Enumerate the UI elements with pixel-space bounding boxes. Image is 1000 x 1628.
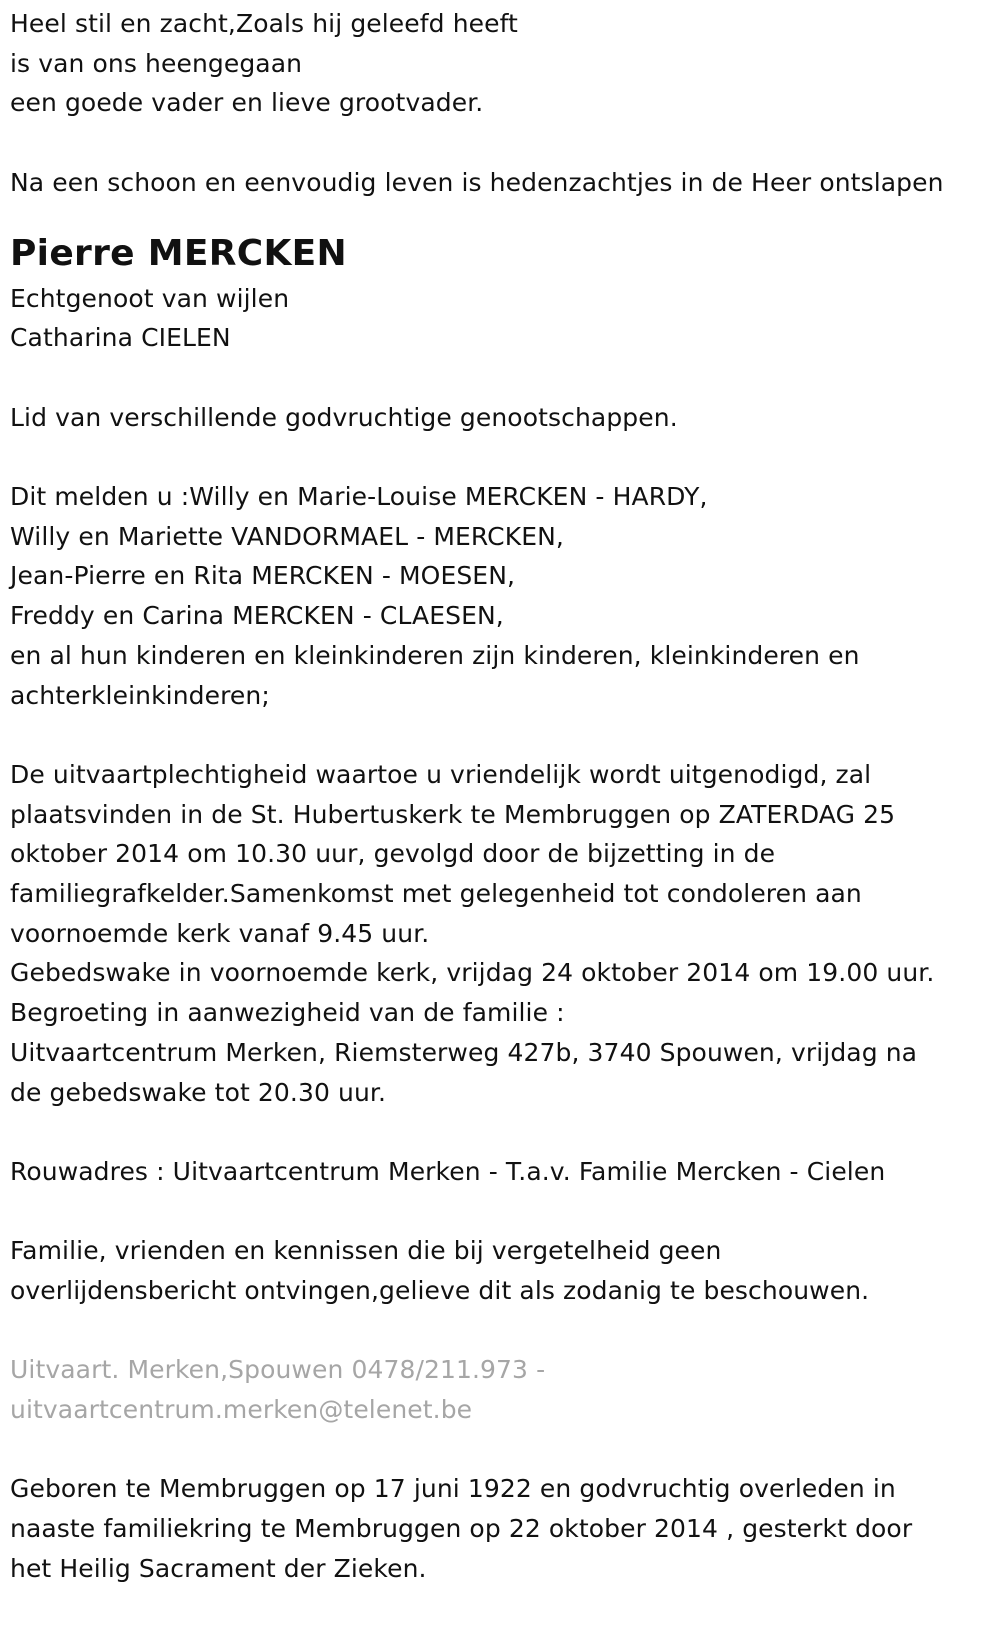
- funeral-home-phone: Uitvaart. Merken,Spouwen 0478/211.973 -: [10, 1355, 546, 1385]
- deceased-block: [10, 229, 990, 358]
- spacer: [10, 123, 990, 163]
- poem: [10, 4, 990, 123]
- spacer: [10, 1311, 990, 1351]
- family-line: Jean-Pierre en Rita MERCKEN - MOESEN,: [10, 561, 516, 591]
- ceremony-line: De uitvaartplechtigheid waartoe u vriendelijk wordt uitgenodigd, zal: [10, 759, 872, 789]
- spacer: [10, 1430, 990, 1470]
- family-line: Willy en Mariette VANDORMAEL - MERCKEN,: [10, 521, 564, 551]
- spacer: [10, 715, 990, 755]
- deceased-name: Pierre MERCKEN: [10, 232, 347, 274]
- family-line: en al hun kinderen en kleinkinderen zijn kinderen, kleinkinderen en: [10, 640, 860, 670]
- spacer: [10, 358, 990, 398]
- family-line: Dit melden u :Willy en Marie-Louise MERCKEN - HARDY,: [10, 481, 708, 511]
- family-line: achterkleinkinderen;: [10, 680, 270, 710]
- spacer: [10, 1192, 990, 1232]
- ceremony-line: plaatsvinden in de St. Hubertuskerk te Membruggen op ZATERDAG 25: [10, 799, 896, 829]
- notice-line: overlijdensbericht ontvingen,gelieve dit als zodanig te beschouwen.: [10, 1276, 870, 1305]
- notice-text: [10, 1231, 990, 1310]
- ceremony-line: Uitvaartcentrum Merken, Riemsterweg 427b, 3740 Spouwen, vrijdag na: [10, 1037, 918, 1067]
- intro-text: Na een schoon en eenvoudig leven is hedenzachtjes in de Heer ontslapen: [10, 167, 944, 197]
- funeral-home-email: uitvaartcentrum.merken@telenet.be: [10, 1395, 473, 1425]
- biography-line: het Heilig Sacrament der Zieken.: [10, 1553, 427, 1583]
- biography-line: naaste familiekring te Membruggen op 22 oktober 2014 , gesterkt door: [10, 1514, 913, 1544]
- ceremony-line: familiegrafkelder.Samenkomst met gelegenheid tot condoleren aan: [10, 879, 862, 908]
- poem-line: een goede vader en lieve grootvader.: [10, 88, 484, 118]
- ceremony-line: de gebedswake tot 20.30 uur.: [10, 1077, 387, 1107]
- membership-text: Lid van verschillende godvruchtige genootschappen.: [10, 402, 678, 432]
- ceremony-line: oktober 2014 om 10.30 uur, gevolgd door de bijzetting in de: [10, 839, 776, 869]
- ceremony-details: [10, 755, 990, 1112]
- ceremony-line: voornoemde kerk vanaf 9.45 uur.: [10, 918, 430, 948]
- spouse-name: Catharina CIELEN: [10, 323, 231, 353]
- mourning-address: Rouwadres : Uitvaartcentrum Merken - T.a.v. Familie Mercken - Cielen: [10, 1156, 886, 1186]
- biography-line: Geboren te Membruggen op 17 juni 1922 en godvruchtig overleden in: [10, 1474, 896, 1504]
- funeral-home-contact: [10, 1350, 990, 1429]
- spacer: [10, 437, 990, 477]
- notice-line: Familie, vrienden en kennissen die bij vergetelheid geen: [10, 1236, 722, 1266]
- spouse-label: Echtgenoot van wijlen: [10, 283, 290, 313]
- ceremony-line: Gebedswake in voornoemde kerk, vrijdag 24 oktober 2014 om 19.00 uur.: [10, 958, 935, 988]
- poem-line: Heel stil en zacht,Zoals hij geleefd heeft: [10, 9, 518, 38]
- biography: [10, 1469, 990, 1588]
- ceremony-line: Begroeting in aanwezigheid van de familie :: [10, 998, 565, 1028]
- spacer: [10, 203, 990, 225]
- family-line: Freddy en Carina MERCKEN - CLAESEN,: [10, 601, 504, 631]
- spacer: [10, 1112, 990, 1152]
- family-announcement: [10, 477, 990, 715]
- poem-line: is van ons heengegaan: [10, 48, 303, 78]
